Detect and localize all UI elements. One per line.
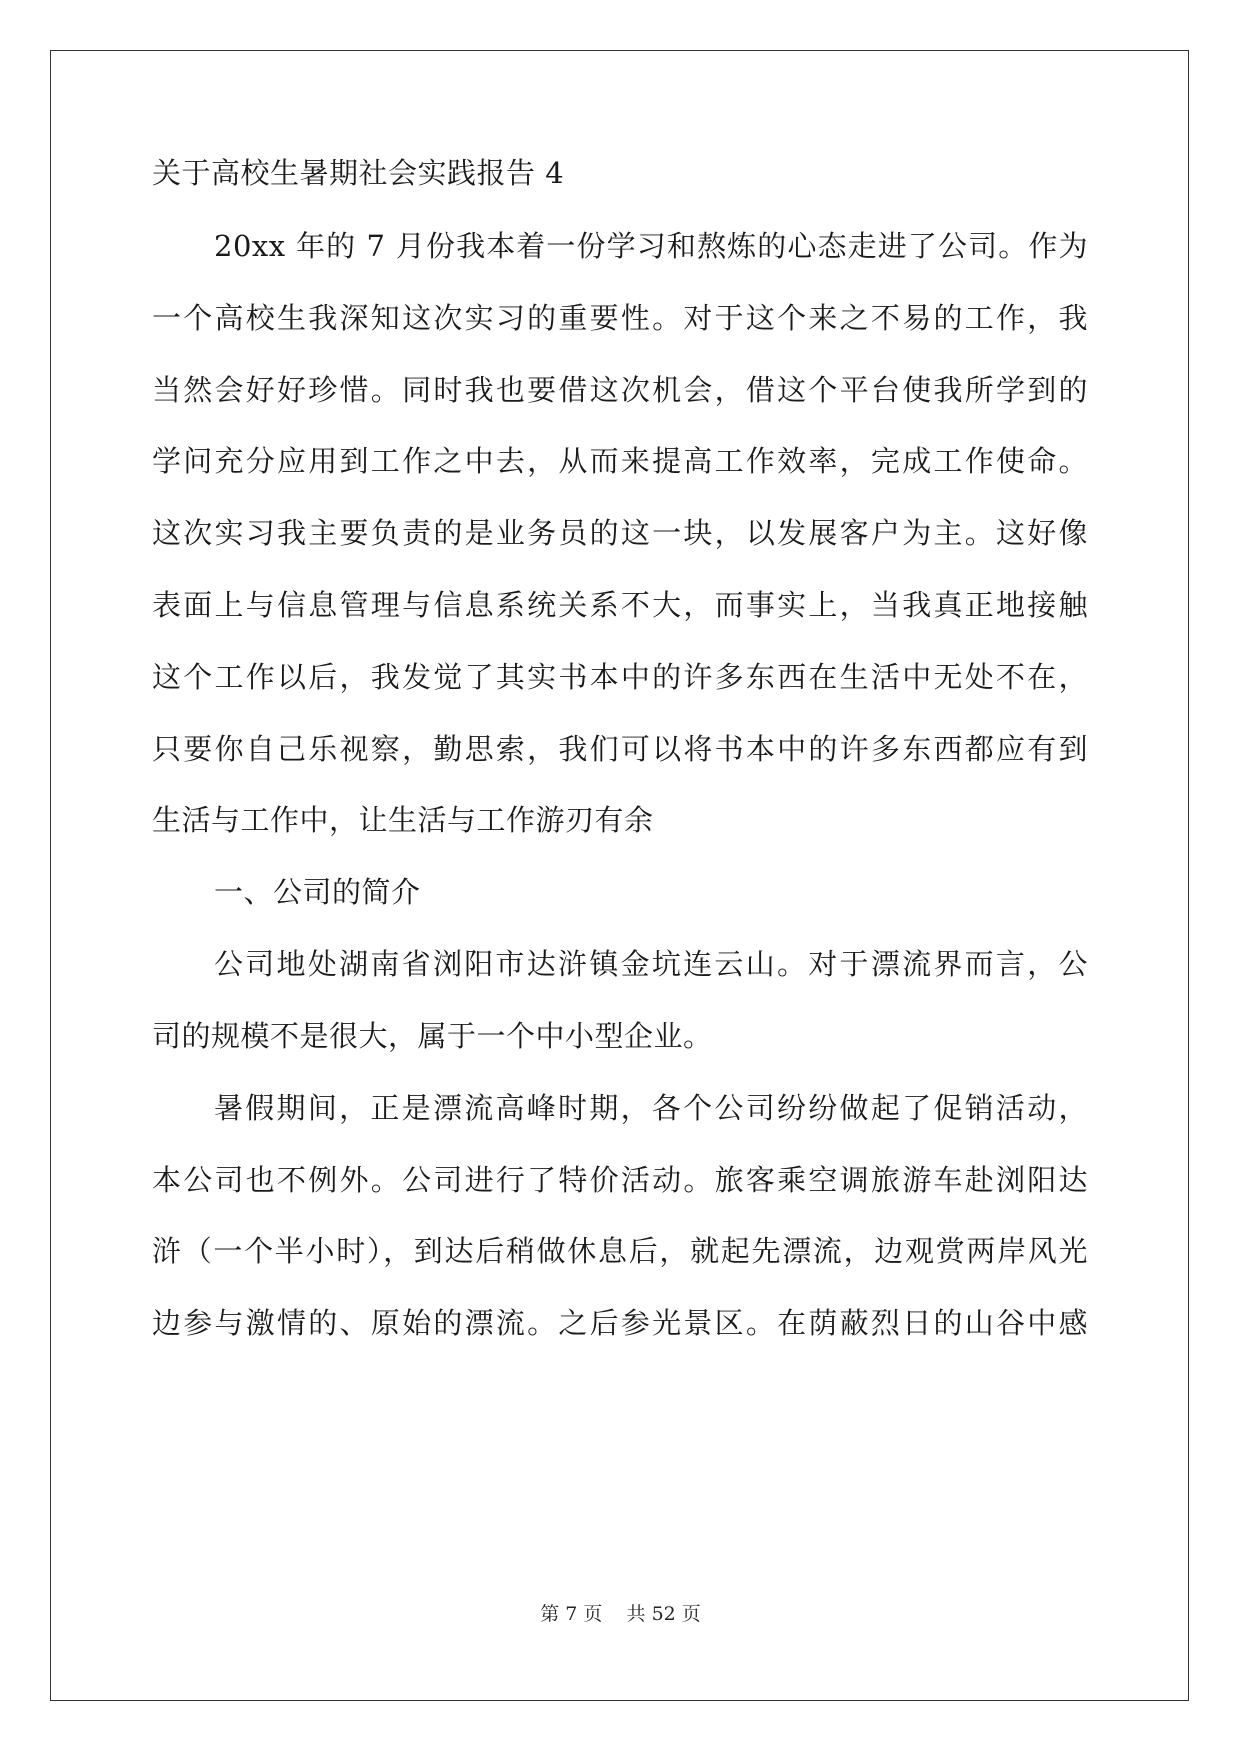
paragraph-line: 本公司也不例外。公司进行了特价活动。旅客乘空调旅游车赴浏阳达 [152,1163,1088,1197]
paragraph-line: 学问充分应用到工作之中去，从而来提高工作效率，完成工作使命。 [152,444,1088,478]
paragraph-line: 当然会好好珍惜。同时我也要借这次机会，借这个平台使我所学到的 [152,373,1088,407]
paragraph-line: 公司地处湖南省浏阳市达浒镇金坑连云山。对于漂流界而言，公 [214,947,1088,981]
page-footer [0,1602,1241,1626]
page-number: 第 7 页 [540,1603,603,1625]
page-total: 共 52 页 [626,1603,701,1625]
section-heading: 一、公司的简介 [214,875,421,909]
paragraph-line: 20xx 年的 7 月份我本着一份学习和熬炼的心态走进了公司。作为 [214,229,1088,263]
paragraph-line: 一个高校生我深知这次实习的重要性。对于这个来之不易的工作，我 [152,301,1088,335]
paragraph-line: 浒（一个半小时），到达后稍做休息后，就起先漂流，边观赏两岸风光 [152,1234,1088,1268]
document-title: 关于高校生暑期社会实践报告 4 [152,156,565,190]
paragraph-line: 边参与激情的、原始的漂流。之后参光景区。在荫蔽烈日的山谷中感 [152,1306,1088,1340]
paragraph-line: 这次实习我主要负责的是业务员的这一块，以发展客户为主。这好像 [152,516,1088,550]
paragraph-line: 只要你自己乐视察，勤思索，我们可以将书本中的许多东西都应有到 [152,732,1088,766]
paragraph-line: 这个工作以后，我发觉了其实书本中的许多东西在生活中无处不在， [152,660,1088,694]
paragraph-line: 表面上与信息管理与信息系统关系不大，而事实上，当我真正地接触 [152,588,1088,622]
paragraph-line: 暑假期间，正是漂流高峰时期，各个公司纷纷做起了促销活动， [214,1091,1088,1125]
paragraph-line: 生活与工作中，让生活与工作游刃有余 [152,803,654,837]
paragraph-line: 司的规模不是很大，属于一个中小型企业。 [152,1019,713,1053]
